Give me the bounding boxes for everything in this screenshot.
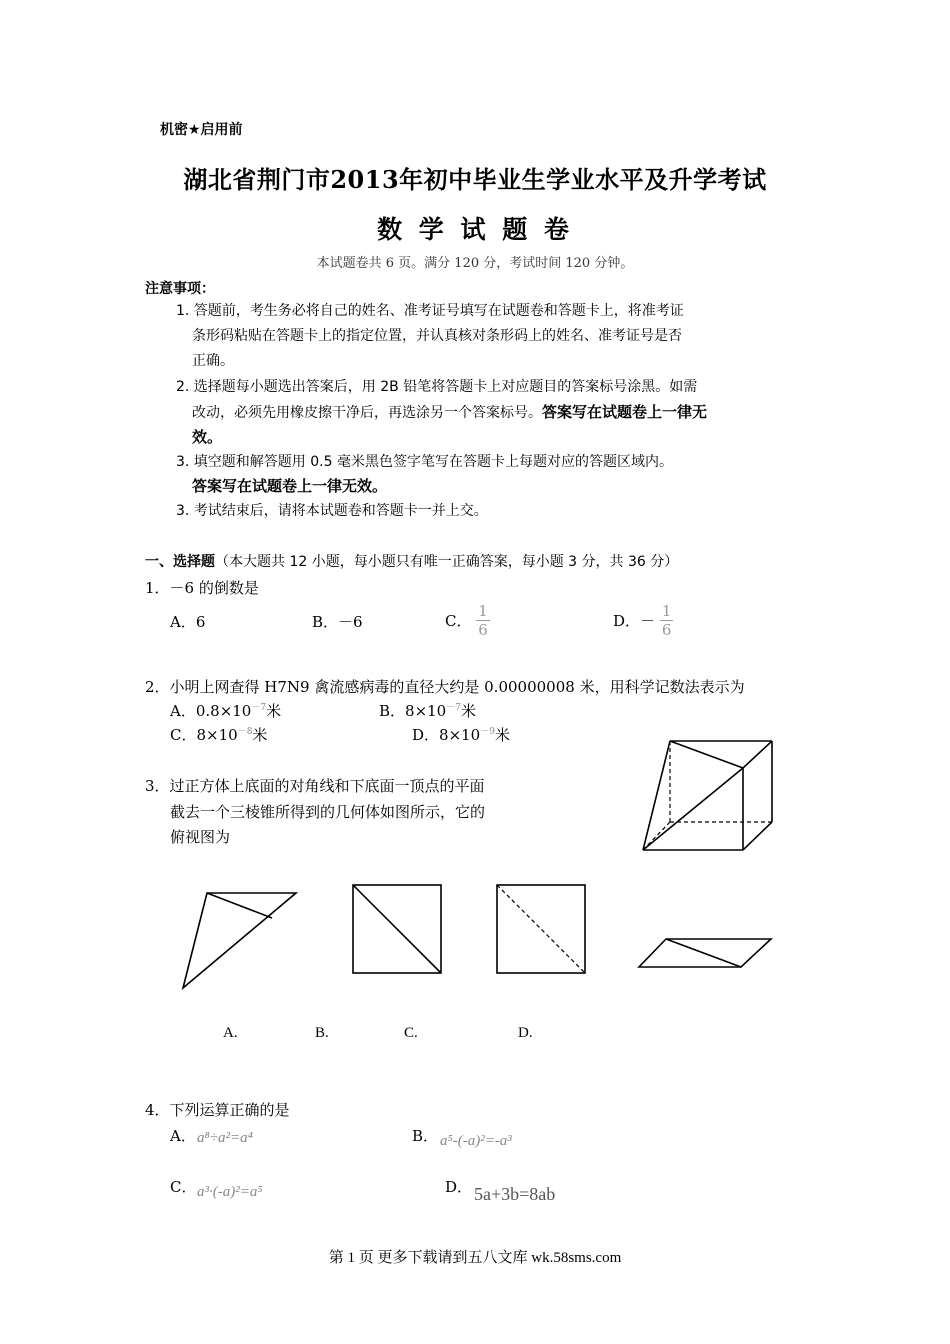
q2-a-exponent: －7 — [251, 703, 267, 713]
q2-c-unit: 米 — [252, 726, 268, 744]
q2-b-base: B．8×10 — [379, 702, 447, 720]
q3-label-d: D. — [518, 1025, 533, 1041]
q4-option-c-expr: a³·(-a)²=a⁵ — [197, 1184, 263, 1200]
note-1-line-3: 正确。 — [192, 353, 234, 369]
q1-c-denominator: 6 — [478, 621, 488, 639]
q2-c-base: C．8×10 — [170, 726, 238, 744]
q1-option-d — [613, 602, 673, 639]
q2-b-unit: 米 — [460, 702, 476, 720]
q2-stem: 2．小明上网查得 H7N9 禽流感病毒的直径大约是 0.00000008 米，用科学记数法表示为 — [145, 678, 745, 696]
q1-option-c-label: C． — [445, 612, 472, 630]
q1-option-c-fraction — [476, 602, 490, 639]
notes-heading: 注意事项： — [145, 281, 215, 297]
q2-a-base: A．0.8×10 — [170, 702, 252, 720]
note-2-line-1: 2. 选择题每小题选出答案后，用 2B 铅笔将答题卡上对应题目的答案标号涂黑。如需 — [176, 379, 698, 395]
q1-stem: 1．－6 的倒数是 — [145, 579, 259, 597]
q2-d-unit: 米 — [494, 726, 510, 744]
note-1-line-2 — [192, 323, 682, 349]
note-4-line-1: 3. 考试结束后，请将本试题卷和答题卡一并上交。 — [176, 503, 488, 519]
q2-a-unit: 米 — [266, 702, 282, 720]
exam-title: 湖北省荆门市2013年初中毕业生学业水平及升学考试 — [183, 165, 767, 194]
q1-option-d-fraction — [660, 602, 674, 639]
note-1-line-2b: 核对条形码上的姓名、准考证号是否 — [458, 328, 682, 344]
q4-stem: 4．下列运算正确的是 — [145, 1101, 290, 1119]
q1-option-b: B．－6 — [312, 613, 363, 631]
section-1-heading: 一、选择题 — [145, 554, 215, 570]
q3-label-a: A. — [223, 1025, 238, 1041]
q1-d-denominator: 6 — [661, 621, 672, 639]
section-1-desc: （本大题共 12 小题，每小题只有唯一正确答案，每小题 3 分，共 36 分） — [215, 554, 679, 570]
q3-label-b: B. — [315, 1025, 329, 1041]
q4-option-a-expr: a⁸÷a²=a⁴ — [197, 1130, 253, 1146]
q2-d-base: D．8×10 — [412, 726, 481, 744]
q3-option-c-figure — [494, 882, 588, 976]
q4-option-d-expr: 5a+3b=8ab — [474, 1184, 556, 1204]
q2-c-exponent: －8 — [237, 727, 253, 737]
q4-option-b-expr: a⁵-(-a)²=-a³ — [440, 1133, 512, 1149]
q2-d-exponent: －9 — [480, 727, 495, 737]
page-footer: 第 1 页 更多下载请到五八文库 wk.58sms.com — [328, 1250, 622, 1266]
confidential-label: 机密★启用前 — [160, 122, 243, 138]
exam-subtitle: 数 学 试 题 卷 — [377, 215, 573, 244]
q2-option-d — [412, 724, 510, 745]
q4-option-b-label: B． — [412, 1127, 439, 1145]
q1-option-a: A．6 — [170, 613, 206, 631]
note-3-line-1: 3. 填空题和解答题用 0.5 毫米黑色签字笔写在答题卡上每题对应的答题区域内。 — [176, 454, 673, 470]
q1-d-numerator: 1 — [661, 602, 672, 620]
q3-label-c: C. — [404, 1025, 418, 1041]
note-2-line-2b: 答案写在试题卷上一律无 — [542, 403, 708, 421]
q3-option-b-figure — [350, 882, 444, 976]
q2-option-a — [170, 700, 281, 721]
note-1-line-1: 1. 答题前，考生务必将自己的姓名、准考证号填写在试题卷和答题卡上，将准考证 — [176, 303, 684, 319]
q3-line-2: 截去一个三棱锥所得到的几何体如图所示，它的 — [170, 803, 486, 821]
note-3-line-2: 答案写在试题卷上一律无效。 — [192, 477, 388, 495]
q1-c-numerator: 1 — [478, 602, 488, 620]
exam-info: 本试题卷共 6 页。满分 120 分，考试时间 120 分钟。 — [316, 256, 634, 271]
q3-option-a-figure — [180, 890, 300, 990]
note-1-line-2a: 条形码粘贴在答题卡上的指定位置，并认真 — [192, 328, 458, 344]
note-2-line-2 — [192, 399, 707, 426]
q2-option-c — [170, 724, 267, 745]
q3-line-3: 俯视图为 — [170, 828, 231, 846]
q4-option-a-label: A． — [170, 1127, 196, 1145]
q3-option-d-figure — [636, 936, 774, 970]
q3-solid-figure — [640, 738, 775, 853]
q3-line-1: 3．过正方体上底面的对角线和下底面一顶点的平面 — [145, 777, 485, 795]
q4-option-c-label: C． — [170, 1178, 197, 1196]
note-2-line-3: 效。 — [192, 428, 223, 446]
q1-option-c — [445, 602, 490, 639]
q4-option-d-label: D． — [445, 1178, 473, 1196]
q1-option-d-label: D．－ — [613, 612, 656, 630]
q2-b-exponent: －7 — [446, 703, 461, 713]
note-2-line-2a: 改动，必须先用橡皮擦干净后，再选涂另一个答案标号。 — [192, 405, 542, 421]
section-1-header — [145, 551, 678, 571]
q2-option-b — [379, 700, 476, 721]
